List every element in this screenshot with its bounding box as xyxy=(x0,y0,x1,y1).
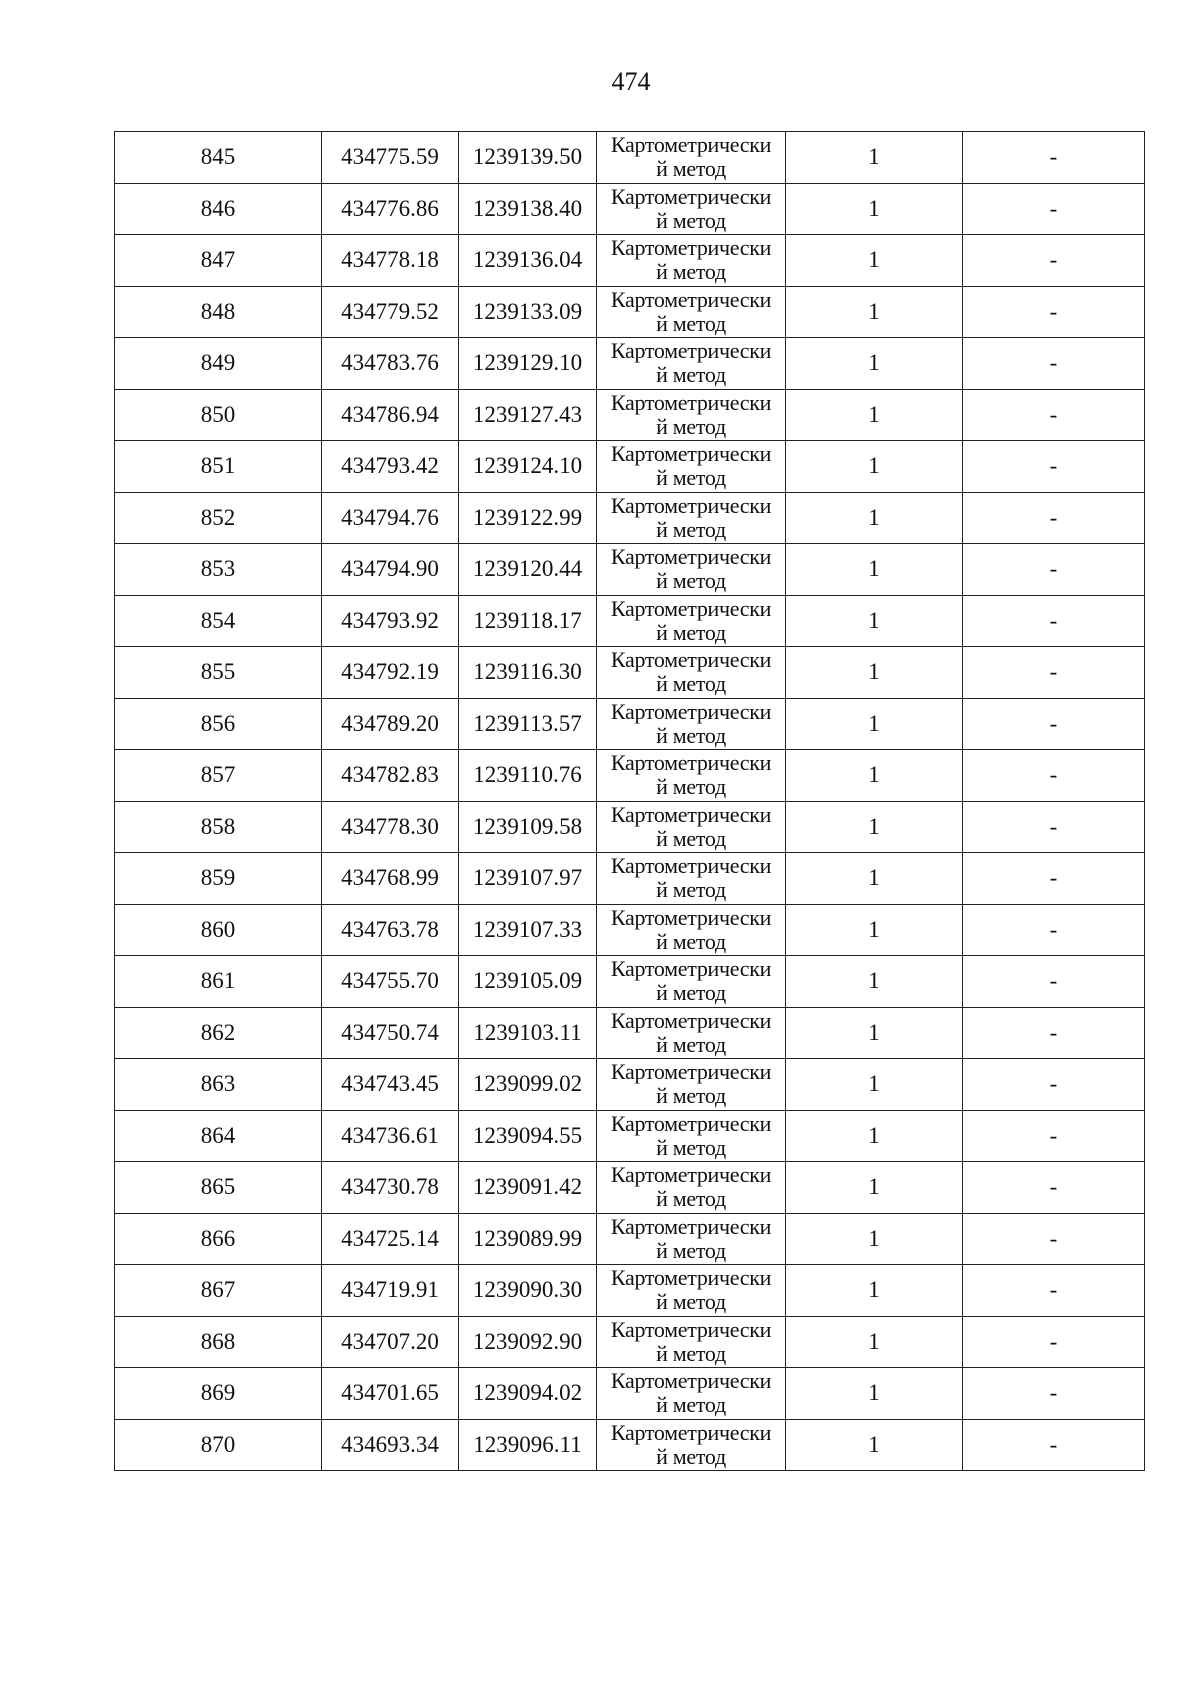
table-row xyxy=(115,389,1145,441)
method-text-line-1: Картометрически xyxy=(610,132,772,157)
y-coordinate-cell: 1239127.43 xyxy=(459,389,597,441)
x-coordinate-cell: 434792.19 xyxy=(322,647,459,699)
method-text-line-2: й метод xyxy=(656,568,726,593)
method-text-line-2: й метод xyxy=(656,1083,726,1108)
method-text-line-2: й метод xyxy=(656,877,726,902)
point-number-cell: 866 xyxy=(115,1213,322,1265)
x-coordinate-cell: 434755.70 xyxy=(322,956,459,1008)
x-coordinate-cell: 434776.86 xyxy=(322,183,459,235)
accuracy-cell: 1 xyxy=(786,1265,963,1317)
method-text-line-1: Картометрически xyxy=(610,1419,772,1445)
table-row xyxy=(115,286,1145,338)
method-text-line-1: Картометрически xyxy=(610,904,772,930)
x-coordinate-cell: 434719.91 xyxy=(322,1265,459,1317)
note-cell: - xyxy=(963,1059,1145,1111)
note-cell: - xyxy=(963,389,1145,441)
table-body xyxy=(115,132,1145,1471)
method-text-line-2: й метод xyxy=(656,980,726,1005)
method-text-line-1: Картометрически xyxy=(610,1213,772,1239)
y-coordinate-cell: 1239133.09 xyxy=(459,286,597,338)
table-row xyxy=(115,544,1145,596)
accuracy-cell: 1 xyxy=(786,492,963,544)
method-text-line-1: Картометрически xyxy=(610,492,772,518)
table-row xyxy=(115,698,1145,750)
table-row xyxy=(115,1162,1145,1214)
point-number-cell: 853 xyxy=(115,544,322,596)
method-cell xyxy=(597,1110,786,1162)
method-text-line-2: й метод xyxy=(656,1186,726,1211)
method-text-line-1: Картометрически xyxy=(610,286,772,312)
note-cell: - xyxy=(963,1007,1145,1059)
table-row xyxy=(115,1213,1145,1265)
accuracy-cell: 1 xyxy=(786,286,963,338)
method-text-line-2: й метод xyxy=(656,362,726,387)
point-number-cell: 862 xyxy=(115,1007,322,1059)
x-coordinate-cell: 434778.30 xyxy=(322,801,459,853)
method-cell xyxy=(597,595,786,647)
accuracy-cell: 1 xyxy=(786,132,963,184)
point-number-cell: 859 xyxy=(115,853,322,905)
table-row xyxy=(115,1110,1145,1162)
method-text-line-2: й метод xyxy=(656,465,726,490)
method-cell xyxy=(597,338,786,390)
method-text-line-1: Картометрически xyxy=(610,853,772,878)
point-number-cell: 852 xyxy=(115,492,322,544)
y-coordinate-cell: 1239122.99 xyxy=(459,492,597,544)
note-cell: - xyxy=(963,441,1145,493)
accuracy-cell: 1 xyxy=(786,1419,963,1471)
accuracy-cell: 1 xyxy=(786,389,963,441)
method-cell xyxy=(597,904,786,956)
x-coordinate-cell: 434701.65 xyxy=(322,1368,459,1420)
note-cell: - xyxy=(963,544,1145,596)
method-text-line-1: Картометрически xyxy=(610,1265,772,1290)
method-text-line-1: Картометрически xyxy=(610,544,772,569)
accuracy-cell: 1 xyxy=(786,1110,963,1162)
note-cell: - xyxy=(963,183,1145,235)
point-number-cell: 858 xyxy=(115,801,322,853)
table-row xyxy=(115,338,1145,390)
y-coordinate-cell: 1239107.97 xyxy=(459,853,597,905)
note-cell: - xyxy=(963,1316,1145,1368)
method-text-line-1: Картометрически xyxy=(610,441,772,466)
point-number-cell: 845 xyxy=(115,132,322,184)
method-text-line-2: й метод xyxy=(656,310,726,336)
point-number-cell: 869 xyxy=(115,1368,322,1420)
y-coordinate-cell: 1239103.11 xyxy=(459,1007,597,1059)
note-cell: - xyxy=(963,750,1145,802)
method-cell xyxy=(597,441,786,493)
x-coordinate-cell: 434693.34 xyxy=(322,1419,459,1471)
table-row xyxy=(115,441,1145,493)
x-coordinate-cell: 434789.20 xyxy=(322,698,459,750)
x-coordinate-cell: 434782.83 xyxy=(322,750,459,802)
y-coordinate-cell: 1239099.02 xyxy=(459,1059,597,1111)
method-text-line-2: й метод xyxy=(656,259,726,284)
point-number-cell: 855 xyxy=(115,647,322,699)
x-coordinate-cell: 434707.20 xyxy=(322,1316,459,1368)
point-number-cell: 860 xyxy=(115,904,322,956)
x-coordinate-cell: 434794.76 xyxy=(322,492,459,544)
table-row xyxy=(115,132,1145,184)
table-row xyxy=(115,1419,1145,1471)
method-text-line-2: й метод xyxy=(656,156,726,181)
y-coordinate-cell: 1239116.30 xyxy=(459,647,597,699)
x-coordinate-cell: 434730.78 xyxy=(322,1162,459,1214)
x-coordinate-cell: 434793.42 xyxy=(322,441,459,493)
note-cell: - xyxy=(963,1368,1145,1420)
y-coordinate-cell: 1239107.33 xyxy=(459,904,597,956)
method-text-line-2: й метод xyxy=(656,516,726,542)
note-cell: - xyxy=(963,286,1145,338)
x-coordinate-cell: 434775.59 xyxy=(322,132,459,184)
accuracy-cell: 1 xyxy=(786,1213,963,1265)
table-row xyxy=(115,801,1145,853)
method-text-line-1: Картометрически xyxy=(610,1162,772,1187)
point-number-cell: 848 xyxy=(115,286,322,338)
table-row xyxy=(115,647,1145,699)
accuracy-cell: 1 xyxy=(786,235,963,287)
table-row xyxy=(115,492,1145,544)
x-coordinate-cell: 434793.92 xyxy=(322,595,459,647)
x-coordinate-cell: 434786.94 xyxy=(322,389,459,441)
table-row xyxy=(115,595,1145,647)
method-cell xyxy=(597,1059,786,1111)
note-cell: - xyxy=(963,853,1145,905)
method-text-line-1: Картометрически xyxy=(610,338,772,363)
y-coordinate-cell: 1239094.02 xyxy=(459,1368,597,1420)
y-coordinate-cell: 1239110.76 xyxy=(459,750,597,802)
note-cell: - xyxy=(963,647,1145,699)
point-number-cell: 854 xyxy=(115,595,322,647)
point-number-cell: 856 xyxy=(115,698,322,750)
method-text-line-1: Картометрически xyxy=(610,750,772,775)
accuracy-cell: 1 xyxy=(786,1007,963,1059)
method-text-line-1: Картометрически xyxy=(610,956,772,981)
accuracy-cell: 1 xyxy=(786,183,963,235)
point-number-cell: 870 xyxy=(115,1419,322,1471)
note-cell: - xyxy=(963,698,1145,750)
y-coordinate-cell: 1239139.50 xyxy=(459,132,597,184)
y-coordinate-cell: 1239105.09 xyxy=(459,956,597,1008)
table-row xyxy=(115,1316,1145,1368)
method-cell xyxy=(597,1007,786,1059)
accuracy-cell: 1 xyxy=(786,904,963,956)
point-number-cell: 851 xyxy=(115,441,322,493)
method-cell xyxy=(597,956,786,1008)
accuracy-cell: 1 xyxy=(786,441,963,493)
method-text-line-2: й метод xyxy=(656,671,726,696)
method-cell xyxy=(597,853,786,905)
point-number-cell: 861 xyxy=(115,956,322,1008)
y-coordinate-cell: 1239138.40 xyxy=(459,183,597,235)
accuracy-cell: 1 xyxy=(786,595,963,647)
accuracy-cell: 1 xyxy=(786,544,963,596)
y-coordinate-cell: 1239120.44 xyxy=(459,544,597,596)
method-text-line-2: й метод xyxy=(656,1289,726,1314)
method-cell xyxy=(597,647,786,699)
method-text-line-2: й метод xyxy=(656,1134,726,1160)
note-cell: - xyxy=(963,492,1145,544)
y-coordinate-cell: 1239124.10 xyxy=(459,441,597,493)
x-coordinate-cell: 434778.18 xyxy=(322,235,459,287)
note-cell: - xyxy=(963,235,1145,287)
method-cell xyxy=(597,750,786,802)
note-cell: - xyxy=(963,904,1145,956)
method-text-line-1: Картометрически xyxy=(610,389,772,415)
point-number-cell: 863 xyxy=(115,1059,322,1111)
y-coordinate-cell: 1239091.42 xyxy=(459,1162,597,1214)
method-cell xyxy=(597,1162,786,1214)
method-cell xyxy=(597,1419,786,1471)
point-number-cell: 857 xyxy=(115,750,322,802)
y-coordinate-cell: 1239118.17 xyxy=(459,595,597,647)
table-row xyxy=(115,1059,1145,1111)
page-number: 474 xyxy=(611,67,651,96)
y-coordinate-cell: 1239089.99 xyxy=(459,1213,597,1265)
point-number-cell: 849 xyxy=(115,338,322,390)
note-cell: - xyxy=(963,595,1145,647)
method-text-line-1: Картометрически xyxy=(610,801,772,827)
method-text-line-2: й метод xyxy=(656,207,726,233)
method-cell xyxy=(597,286,786,338)
x-coordinate-cell: 434750.74 xyxy=(322,1007,459,1059)
accuracy-cell: 1 xyxy=(786,853,963,905)
x-coordinate-cell: 434763.78 xyxy=(322,904,459,956)
x-coordinate-cell: 434794.90 xyxy=(322,544,459,596)
point-number-cell: 850 xyxy=(115,389,322,441)
table-row xyxy=(115,1007,1145,1059)
note-cell: - xyxy=(963,956,1145,1008)
note-cell: - xyxy=(963,1265,1145,1317)
note-cell: - xyxy=(963,338,1145,390)
method-text-line-2: й метод xyxy=(656,1443,726,1469)
accuracy-cell: 1 xyxy=(786,1316,963,1368)
x-coordinate-cell: 434768.99 xyxy=(322,853,459,905)
accuracy-cell: 1 xyxy=(786,1059,963,1111)
method-text-line-1: Картометрически xyxy=(610,1368,772,1393)
point-number-cell: 865 xyxy=(115,1162,322,1214)
method-text-line-1: Картометрически xyxy=(610,1316,772,1342)
method-text-line-1: Картометрически xyxy=(610,698,772,724)
method-text-line-1: Картометрически xyxy=(610,1059,772,1084)
point-number-cell: 868 xyxy=(115,1316,322,1368)
method-text-line-2: й метод xyxy=(656,413,726,439)
table-row xyxy=(115,904,1145,956)
method-text-line-2: й метод xyxy=(656,1340,726,1366)
method-text-line-1: Картометрически xyxy=(610,1110,772,1136)
method-cell xyxy=(597,544,786,596)
method-cell xyxy=(597,1265,786,1317)
point-number-cell: 846 xyxy=(115,183,322,235)
point-number-cell: 867 xyxy=(115,1265,322,1317)
method-text-line-2: й метод xyxy=(656,1237,726,1263)
method-text-line-1: Картометрически xyxy=(610,1007,772,1033)
method-text-line-2: й метод xyxy=(656,825,726,851)
method-text-line-1: Картометрически xyxy=(610,647,772,672)
method-text-line-2: й метод xyxy=(656,619,726,645)
method-text-line-1: Картометрически xyxy=(610,183,772,209)
accuracy-cell: 1 xyxy=(786,956,963,1008)
y-coordinate-cell: 1239136.04 xyxy=(459,235,597,287)
note-cell: - xyxy=(963,1162,1145,1214)
note-cell: - xyxy=(963,1213,1145,1265)
table-row xyxy=(115,1368,1145,1420)
method-cell xyxy=(597,1213,786,1265)
method-text-line-2: й метод xyxy=(656,1031,726,1057)
method-cell xyxy=(597,132,786,184)
accuracy-cell: 1 xyxy=(786,338,963,390)
table-row xyxy=(115,956,1145,1008)
point-number-cell: 847 xyxy=(115,235,322,287)
table-row xyxy=(115,183,1145,235)
accuracy-cell: 1 xyxy=(786,698,963,750)
y-coordinate-cell: 1239090.30 xyxy=(459,1265,597,1317)
accuracy-cell: 1 xyxy=(786,801,963,853)
y-coordinate-cell: 1239109.58 xyxy=(459,801,597,853)
table-row xyxy=(115,1265,1145,1317)
note-cell: - xyxy=(963,801,1145,853)
method-text-line-2: й метод xyxy=(656,722,726,748)
method-cell xyxy=(597,801,786,853)
coordinates-table xyxy=(114,131,1145,1471)
y-coordinate-cell: 1239096.11 xyxy=(459,1419,597,1471)
x-coordinate-cell: 434743.45 xyxy=(322,1059,459,1111)
accuracy-cell: 1 xyxy=(786,1162,963,1214)
method-text-line-2: й метод xyxy=(656,928,726,954)
method-text-line-1: Картометрически xyxy=(610,595,772,621)
table-row xyxy=(115,750,1145,802)
note-cell: - xyxy=(963,1419,1145,1471)
x-coordinate-cell: 434783.76 xyxy=(322,338,459,390)
x-coordinate-cell: 434725.14 xyxy=(322,1213,459,1265)
method-cell xyxy=(597,235,786,287)
note-cell: - xyxy=(963,132,1145,184)
table-row xyxy=(115,853,1145,905)
x-coordinate-cell: 434779.52 xyxy=(322,286,459,338)
accuracy-cell: 1 xyxy=(786,647,963,699)
method-text-line-1: Картометрически xyxy=(610,235,772,260)
method-cell xyxy=(597,389,786,441)
point-number-cell: 864 xyxy=(115,1110,322,1162)
method-cell xyxy=(597,698,786,750)
method-text-line-2: й метод xyxy=(656,774,726,799)
y-coordinate-cell: 1239129.10 xyxy=(459,338,597,390)
table-row xyxy=(115,235,1145,287)
note-cell: - xyxy=(963,1110,1145,1162)
method-cell xyxy=(597,1316,786,1368)
y-coordinate-cell: 1239094.55 xyxy=(459,1110,597,1162)
accuracy-cell: 1 xyxy=(786,1368,963,1420)
method-cell xyxy=(597,183,786,235)
method-cell xyxy=(597,1368,786,1420)
accuracy-cell: 1 xyxy=(786,750,963,802)
x-coordinate-cell: 434736.61 xyxy=(322,1110,459,1162)
method-cell xyxy=(597,492,786,544)
y-coordinate-cell: 1239092.90 xyxy=(459,1316,597,1368)
method-text-line-2: й метод xyxy=(656,1392,726,1417)
y-coordinate-cell: 1239113.57 xyxy=(459,698,597,750)
